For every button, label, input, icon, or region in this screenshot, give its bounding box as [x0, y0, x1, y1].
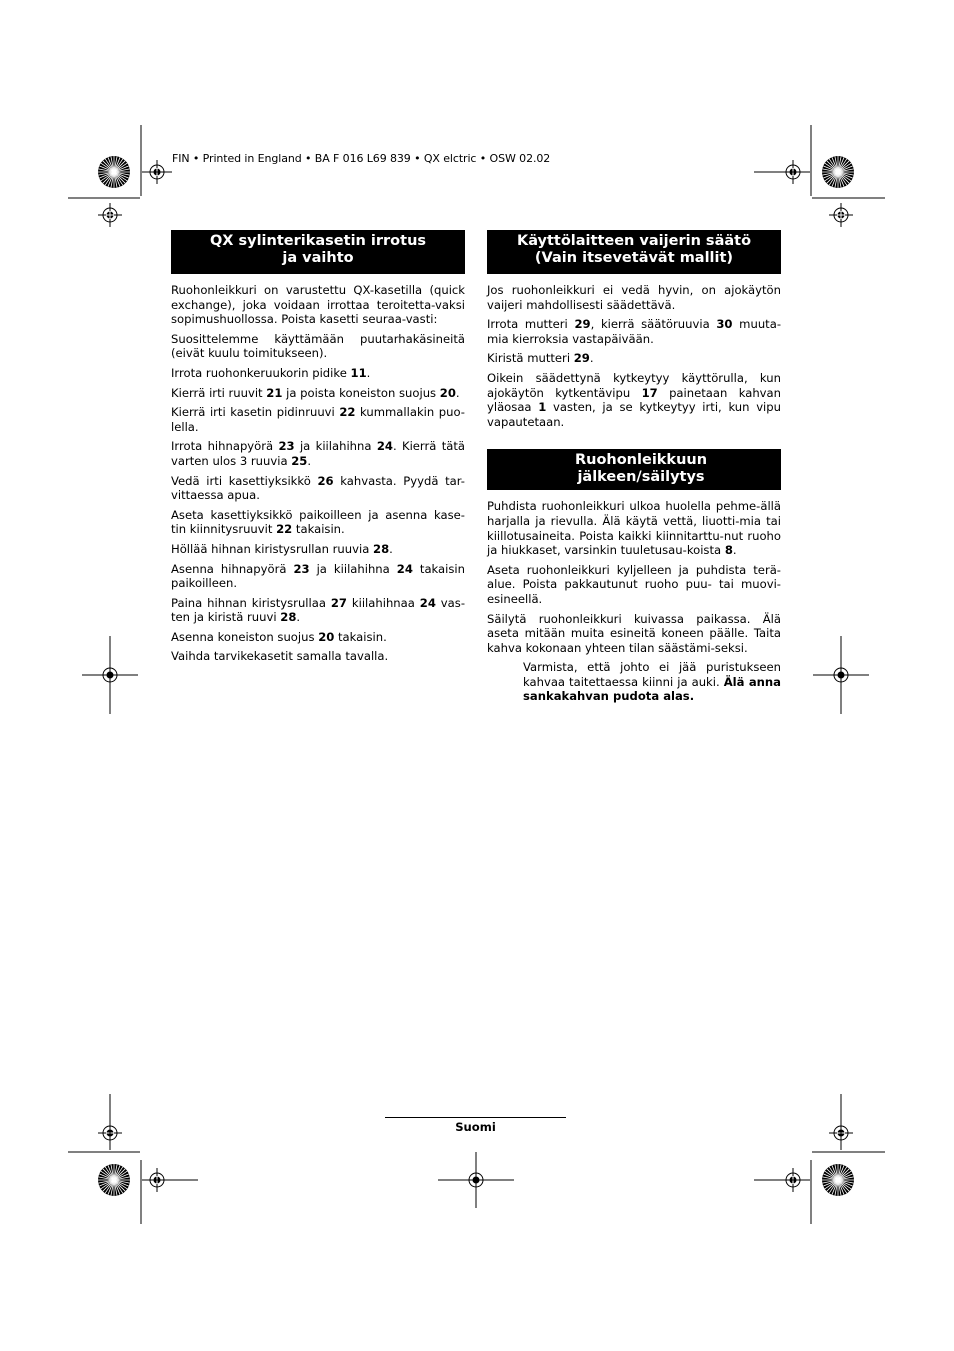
paragraph: Suosittelemme käyttämään puutarhakäsineitä (eivät kuulu toimitukseen). — [171, 331, 465, 361]
paragraph: Kiristä mutteri 29. — [487, 351, 594, 366]
paragraph: Kierrä irti ruuvit 21 ja poista koneiston suojus 20. — [171, 385, 460, 400]
section-heading-storage — [487, 449, 781, 490]
paragraph: Puhdista ruohonleikkuri ulkoa huolella pehme-ällä harjalla ja rievulla. Älä käytä vettä, liuotti-mia tai kiillotusaineita. Poista kaikki kiinnitarttu-nut ruoho ja hiukkaset, varsinkin tuuletusau-koista 8. — [487, 499, 781, 558]
heading-line: (Vain itsevetävät mallit) — [534, 250, 734, 266]
paragraph: Paina hihnan kiristysrullaa 27 kiilahihnaa 24 vas-ten ja kiristä ruuvi 28. — [171, 595, 465, 625]
right-column — [487, 230, 781, 704]
paragraph: Höllää hihnan kiristysrullan ruuvia 28. — [171, 541, 393, 556]
paragraph: Irrota mutteri 29, kierrä säätöruuvia 30 muuta-mia kierroksia vastapäivään. — [487, 317, 782, 346]
section-heading-cable-adjustment — [487, 230, 781, 274]
paragraph: Aseta ruohonleikkuri kyljelleen ja puhdista terä-alue. Poista pakkautunut ruoho puu- tai muovi-esineellä. — [487, 562, 781, 606]
paragraph: Asenna koneiston suojus 20 takaisin. — [171, 629, 387, 644]
footer-language: Suomi — [455, 1120, 496, 1134]
paragraph: Oikein säädettynä kytkeytyy käyttörulla, kun ajokäytön kytkentävipu 17 painetaan kahvan yläosaa 1 vasten, ja se kytkeytyy irti, kun vipu vapautetaan. — [487, 370, 781, 429]
heading-line: QX sylinterikasetin irrotus — [209, 233, 427, 249]
footer-rule — [385, 1117, 566, 1118]
heading-line: Käyttölaitteen vaijerin säätö — [516, 233, 752, 249]
warning-note: Varmista, että johto ei jää puristukseen kahvaa taitettaessa kiinni ja auki. Älä anna sankakahvan pudota alas. — [523, 660, 782, 704]
print-info-line: FIN • Printed in England • BA F 016 L69 839 • QX elctric • OSW 02.02 — [172, 152, 551, 165]
paragraph: Vedä irti kasettiyksikkö 26 kahvasta. Pyydä tar-vittaessa apua. — [171, 473, 465, 503]
paragraph: Kierrä irti kasetin pidinruuvi 22 kummallakin puo-lella. — [171, 405, 465, 434]
heading-line: Ruohonleikkuun jälkeen/säilytys — [574, 452, 708, 486]
paragraph: Ruohonleikkuri on varustettu QX-kasetilla (quick exchange), joka voidaan irrottaa teroitetta-vaksi sopimushuollossa. Poista kasetti seuraa-vasti: — [171, 283, 465, 327]
heading-line: ja vaihto — [282, 250, 354, 266]
paragraph: Asenna hihnapyörä 23 ja kiilahihna 24 takaisin paikoilleen. — [171, 561, 465, 591]
left-column — [171, 230, 465, 669]
paragraph: Säilytä ruohonleikkuri kuivassa paikassa. Älä aseta mitään muita esineitä koneen päälle. Taita kahva kokonaan yhteen tilan säästämi-seksi. — [487, 611, 781, 655]
section-heading-qx-cassette — [171, 230, 465, 274]
paragraph: Irrota ruohonkeruukorin pidike 11. — [171, 365, 371, 380]
paragraph: Vaihda tarvikekasetit samalla tavalla. — [171, 649, 389, 664]
paragraph: Aseta kasettiyksikkö paikoilleen ja asenna kase-tin kiinnitysruuvit 22 takaisin. — [171, 507, 465, 537]
paragraph: Irrota hihnapyörä 23 ja kiilahihna 24. Kierrä tätä varten ulos 3 ruuvia 25. — [171, 439, 466, 468]
paragraph: Jos ruohonleikkuri ei vedä hyvin, on ajokäytön vaijeri mahdollisesti säädettävä. — [487, 283, 781, 312]
